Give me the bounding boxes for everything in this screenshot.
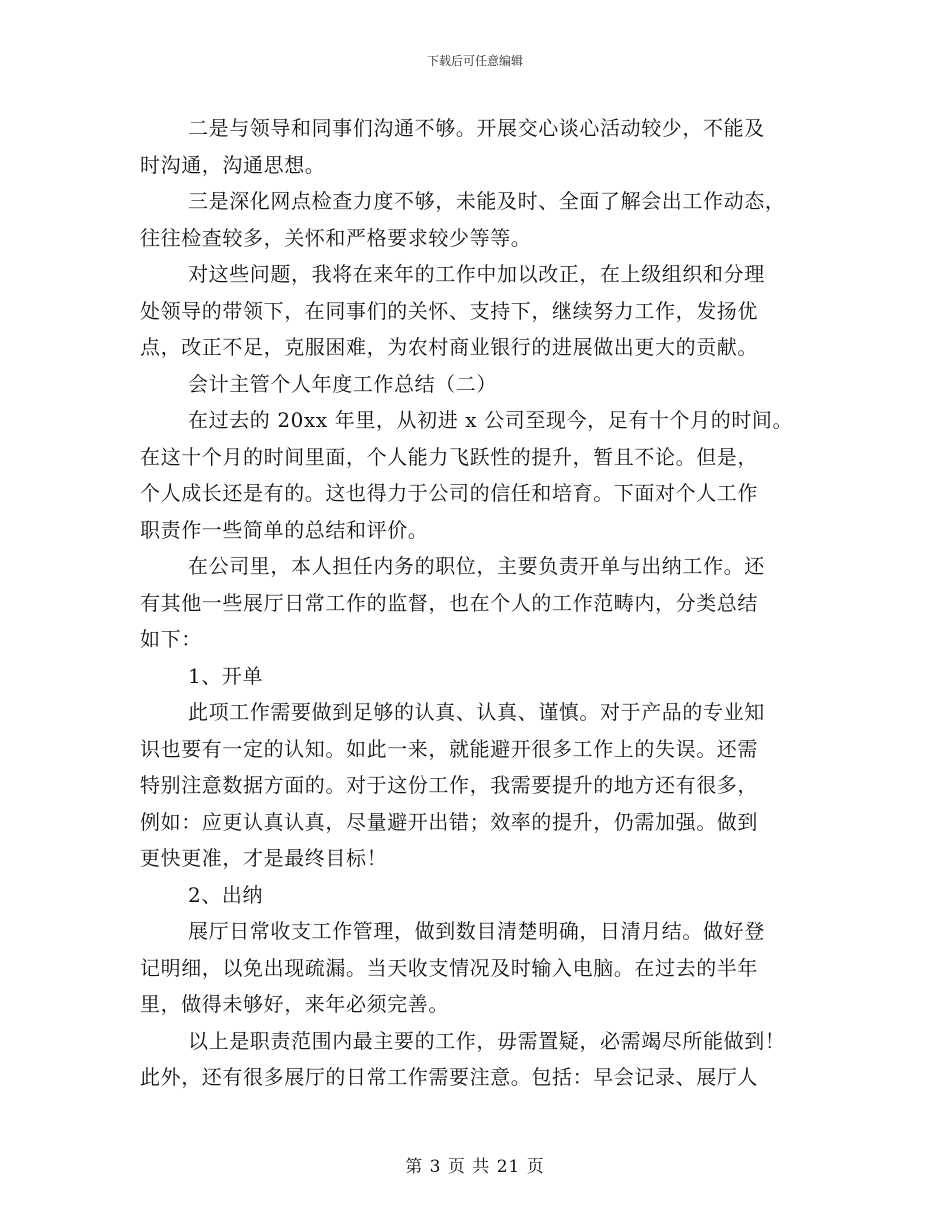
text-line: 在公司里，本人担任内务的职位，主要负责开单与出纳工作。还 <box>188 554 765 578</box>
text-line: 往往检查较多，关怀和严格要求较少等等。 <box>140 225 532 250</box>
text-line: 如下： <box>140 627 202 651</box>
text-line: 此外，还有很多展厅的日常工作需要注意。包括：早会记录、展厅人 <box>140 1065 758 1089</box>
subsection-heading: 2、出纳 <box>188 882 264 907</box>
text-line: 里，做得未够好，来年必须完善。 <box>140 992 449 1016</box>
subsection-heading: 1、开单 <box>188 663 264 688</box>
text-line: 处领导的带领下，在同事们的关怀、支持下，继续努力工作，发扬优 <box>140 298 758 323</box>
text-line: 时沟通，沟通思想。 <box>140 152 326 177</box>
text-line: 有其他一些展厅日常工作的监督，也在个人的工作范畴内，分类总结 <box>140 590 758 615</box>
text-line: 在过去的 20xx 年里，从初进 x 公司至现今，足有十个月的时间。 <box>188 408 794 432</box>
page-number-footer: 第 3 页 共 21 页 <box>405 1157 545 1177</box>
section-title: 会计主管个人年度工作总结（二） <box>188 371 497 396</box>
text-line: 职责作一些简单的总结和评价。 <box>140 517 429 542</box>
document-body <box>140 110 815 1096</box>
text-line: 个人成长还是有的。这也得力于公司的信任和培育。下面对个人工作 <box>140 481 758 505</box>
text-line: 例如：应更认真认真，尽量避开出错；效率的提升，仍需加强。做到 <box>140 809 758 834</box>
text-line: 记明细，以免出现疏漏。当天收支情况及时输入电脑。在过去的半年 <box>140 955 758 980</box>
text-line: 以上是职责范围内最主要的工作，毋需置疑，必需竭尽所能做到！ <box>188 1028 786 1053</box>
text-line: 更快更准，才是最终目标！ <box>140 846 388 870</box>
text-line: 特别注意数据方面的。对于这份工作，我需要提升的地方还有很多， <box>140 773 758 797</box>
text-line: 点，改正不足，克服困难，为农村商业银行的进展做出更大的贡献。 <box>140 335 758 359</box>
text-line: 二是与领导和同事们沟通不够。开展交心谈心活动较少，不能及 <box>188 116 765 140</box>
text-line: 展厅日常收支工作管理，做到数目清楚明确，日清月结。做好登 <box>188 919 765 943</box>
text-line: 此项工作需要做到足够的认真、认真、谨慎。对于产品的专业知 <box>188 700 765 724</box>
text-line: 识也要有一定的认知。如此一来，就能避开很多工作上的失误。还需 <box>140 736 758 761</box>
text-line: 对这些问题，我将在来年的工作中加以改正，在上级组织和分理 <box>188 262 765 286</box>
text-line: 三是深化网点检查力度不够，未能及时、全面了解会出工作动态， <box>188 189 786 213</box>
page-header: 下载后可任意编辑 <box>426 54 523 68</box>
text-line: 在这十个月的时间里面，个人能力飞跃性的提升，暂且不论。但是， <box>140 444 758 469</box>
